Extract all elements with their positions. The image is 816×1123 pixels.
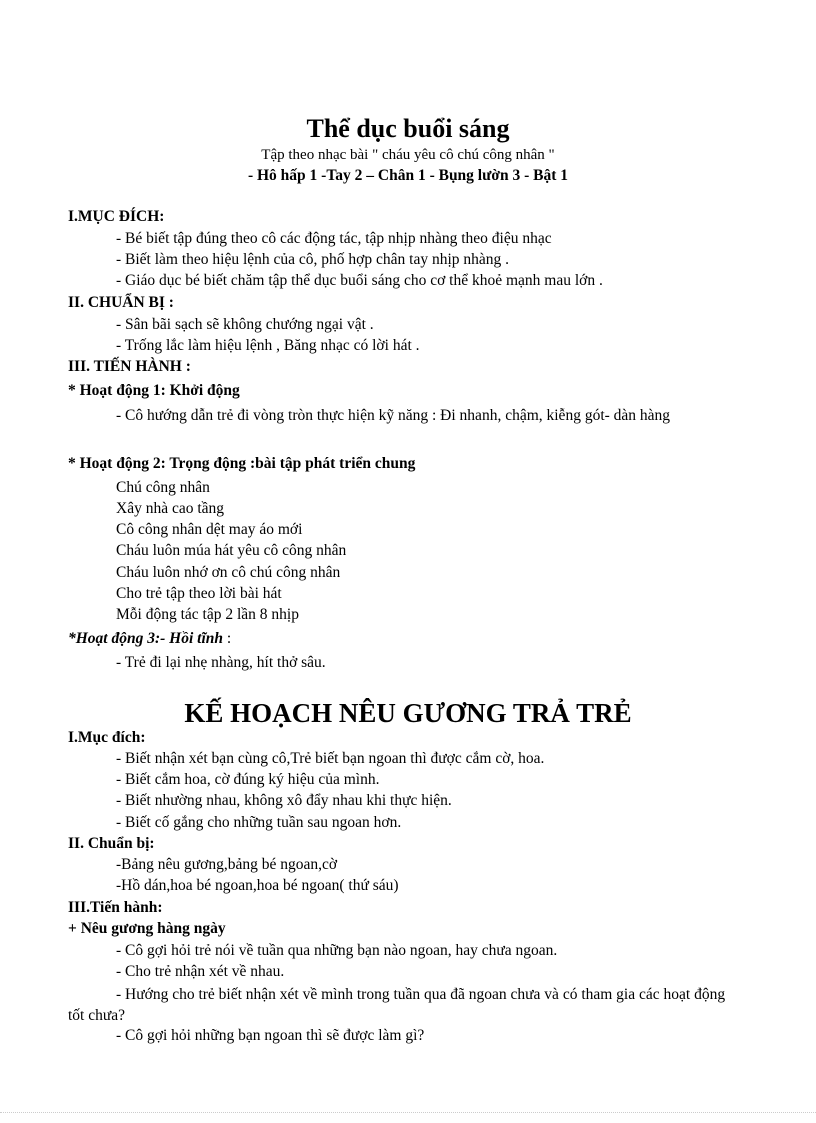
purpose2-line: - Biết nhận xét bạn cùng cô,Trẻ biết bạn ngoan thì được cắm cờ, hoa. [116, 750, 545, 767]
purpose-line: - Giáo dục bé biết chăm tập thể dục buổi sáng cho cơ thể khoẻ mạnh mau lớn . [116, 272, 603, 289]
daily-line: - Cô gợi hỏi trẻ nói về tuần qua những bạn nào ngoan, hay chưa ngoan. [116, 942, 558, 959]
prep2-heading: II. Chuẩn bị: [68, 835, 155, 852]
song-line: Mỗi động tác tập 2 lần 8 nhịp [116, 606, 299, 623]
purpose2-line: - Biết cắm hoa, cờ đúng ký hiệu của mình. [116, 771, 380, 788]
daily-heading: + Nêu gương hàng ngày [68, 920, 226, 937]
prep-heading: II. CHUẨN BỊ : [68, 294, 174, 311]
activity3-heading-line [68, 630, 231, 648]
purpose-line: - Bé biết tập đúng theo cô các động tác, tập nhịp nhàng theo điệu nhạc [116, 230, 552, 247]
purpose2-heading: I.Mục đích: [68, 729, 146, 746]
activity1-text: - Cô hướng dẫn trẻ đi vòng tròn thực hiện kỹ năng : Đi nhanh, chậm, kiễng gót- dàn hàng [116, 407, 671, 424]
activity2-heading: * Hoạt động 2: Trọng động :bài tập phát triển chung [68, 455, 416, 472]
section1-subtitle: Tập theo nhạc bài " cháu yêu cô chú công nhân " [261, 147, 555, 163]
proceed-heading: III. TIẾN HÀNH : [68, 358, 191, 375]
section1-exercises: - Hô hấp 1 -Tay 2 – Chân 1 - Bụng lườn 3 - Bật 1 [247, 167, 569, 184]
activity1-heading: * Hoạt động 1: Khởi động [68, 382, 240, 399]
daily-line: - Cô gợi hỏi những bạn ngoan thì sẽ được làm gì? [116, 1027, 425, 1044]
purpose-heading: I.MỤC ĐÍCH: [68, 208, 165, 225]
daily-line: - Cho trẻ nhận xét về nhau. [116, 963, 285, 980]
section2-title: KẾ HOẠCH NÊU GƯƠNG TRẢ TRẺ [184, 698, 632, 728]
purpose2-line: - Biết cố gắng cho những tuần sau ngoan hơn. [116, 814, 402, 831]
song-line: Cô công nhân dệt may áo mới [116, 521, 303, 538]
song-line: Xây nhà cao tầng [116, 500, 225, 517]
prep2-line: -Bảng nêu gương,bảng bé ngoan,cờ [116, 856, 338, 873]
song-line: Cháu luôn nhớ ơn cô chú công nhân [116, 564, 341, 581]
song-line: Cháu luôn múa hát yêu cô công nhân [116, 542, 347, 559]
page-bottom-divider [0, 1112, 816, 1113]
purpose2-line: - Biết nhường nhau, không xô đẩy nhau khi thực hiện. [116, 792, 452, 809]
prep2-line: -Hồ dán,hoa bé ngoan,hoa bé ngoan( thứ sáu) [116, 877, 399, 894]
activity3-heading: *Hoạt động 3:- Hồi tĩnh [68, 630, 224, 647]
proceed2-heading: III.Tiến hành: [68, 899, 163, 916]
activity3-text: - Trẻ đi lại nhẹ nhàng, hít thở sâu. [116, 654, 326, 671]
song-line: Chú công nhân [116, 479, 210, 496]
song-line: Cho trẻ tập theo lời bài hát [116, 585, 282, 602]
section1-title: Thể dục buổi sáng [306, 114, 510, 143]
purpose-line: - Biết làm theo hiệu lệnh của cô, phố hợp chân tay nhịp nhàng . [116, 251, 510, 268]
daily-wrap-text: - Hướng cho trẻ biết nhận xét về mình trong tuần qua đã ngoan chưa và có tham gia các hoạt động tốt chưa? [68, 986, 726, 1024]
prep-line: - Trống lắc làm hiệu lệnh , Băng nhạc có lời hát . [116, 337, 420, 354]
activity3-colon: : [223, 630, 232, 647]
prep-line: - Sân bãi sạch sẽ không chướng ngại vật . [116, 316, 374, 333]
